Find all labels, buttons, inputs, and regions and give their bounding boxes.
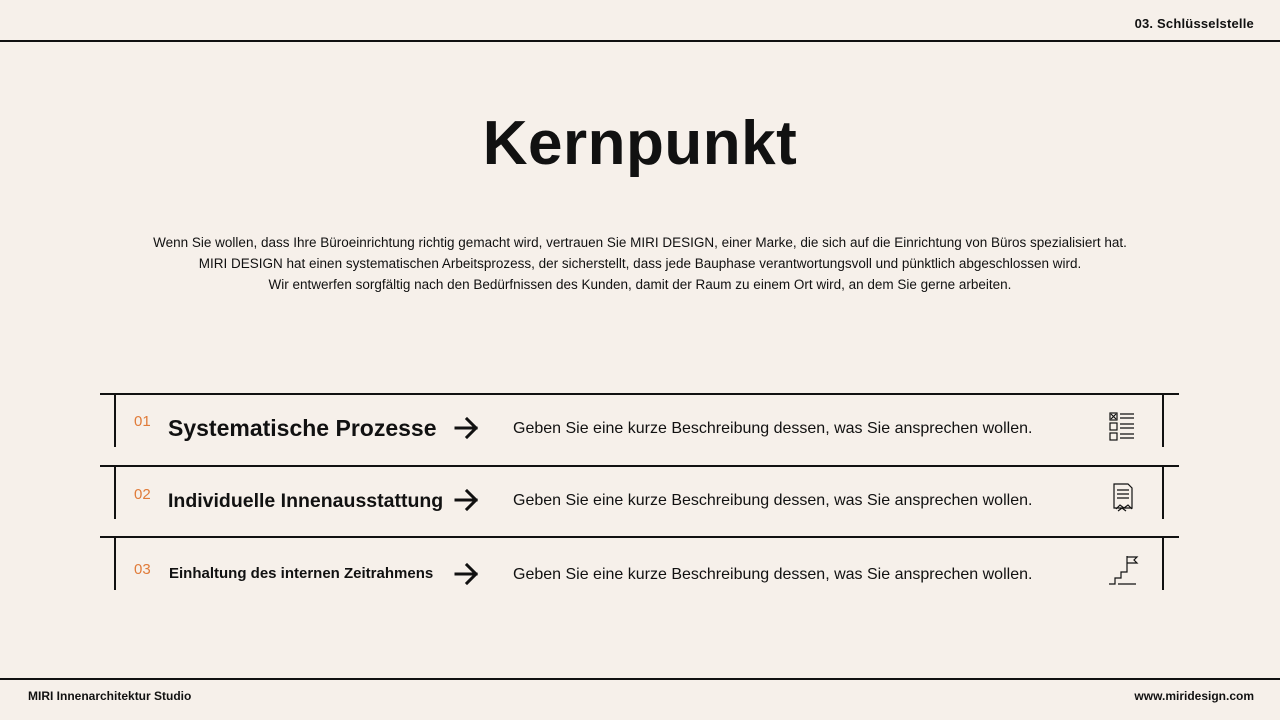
row-description: Geben Sie eine kurze Beschreibung dessen, was Sie ansprechen wollen. bbox=[513, 492, 1033, 509]
arrow-right-icon bbox=[454, 417, 480, 439]
arrow-right-icon bbox=[454, 489, 480, 511]
website-link[interactable]: www.miridesign.com bbox=[1134, 689, 1254, 703]
key-point-row bbox=[100, 465, 1180, 521]
row-heading: Systematische Prozesse bbox=[168, 415, 437, 441]
row-number: 02 bbox=[134, 486, 151, 503]
key-point-row bbox=[100, 393, 1180, 449]
studio-name: MIRI Innenarchitektur Studio bbox=[28, 689, 192, 703]
row-left-border bbox=[114, 536, 116, 590]
row-description: Geben Sie eine kurze Beschreibung dessen, was Sie ansprechen wollen. bbox=[513, 566, 1033, 583]
row-number: 03 bbox=[134, 561, 151, 578]
intro-line: MIRI DESIGN hat einen systematischen Arbeitsprozess, der sicherstellt, dass jede Bauphase verantwortungsvoll und pünktlich abgeschlossen wird. bbox=[198, 256, 1082, 271]
row-number: 01 bbox=[134, 413, 151, 430]
page-title: Kernpunkt bbox=[482, 109, 798, 178]
row-right-border bbox=[1162, 465, 1164, 519]
arrow-right-icon bbox=[454, 563, 480, 585]
footer-divider bbox=[0, 678, 1280, 680]
row-divider bbox=[100, 536, 1179, 538]
row-right-border bbox=[1162, 393, 1164, 447]
row-left-border bbox=[114, 465, 116, 519]
row-right-border bbox=[1162, 536, 1164, 590]
intro-line: Wenn Sie wollen, dass Ihre Büroeinrichtung richtig gemacht wird, vertrauen Sie MIRI DESIGN, einer Marke, die sich auf die Einrichtung von Büros spezialisiert hat. bbox=[153, 235, 1127, 250]
row-divider bbox=[100, 465, 1179, 467]
intro-paragraph bbox=[100, 232, 1180, 295]
section-label: 03. Schlüsselstelle bbox=[1134, 16, 1254, 31]
key-point-row bbox=[100, 536, 1180, 592]
row-description: Geben Sie eine kurze Beschreibung dessen, was Sie ansprechen wollen. bbox=[513, 420, 1033, 437]
row-heading: Einhaltung des internen Zeitrahmens bbox=[169, 565, 434, 582]
header-divider bbox=[0, 40, 1280, 42]
row-divider bbox=[100, 393, 1179, 395]
intro-line: Wir entwerfen sorgfältig nach den Bedürfnissen des Kunden, damit der Raum zu einem Ort wird, an dem Sie gerne arbeiten. bbox=[268, 277, 1012, 292]
row-left-border bbox=[114, 393, 116, 447]
stairs-flag-icon bbox=[1106, 554, 1140, 588]
row-heading: Individuelle Innenausstattung bbox=[168, 490, 444, 512]
contract-handshake-icon bbox=[1106, 481, 1140, 515]
checklist-icon bbox=[1106, 409, 1140, 443]
